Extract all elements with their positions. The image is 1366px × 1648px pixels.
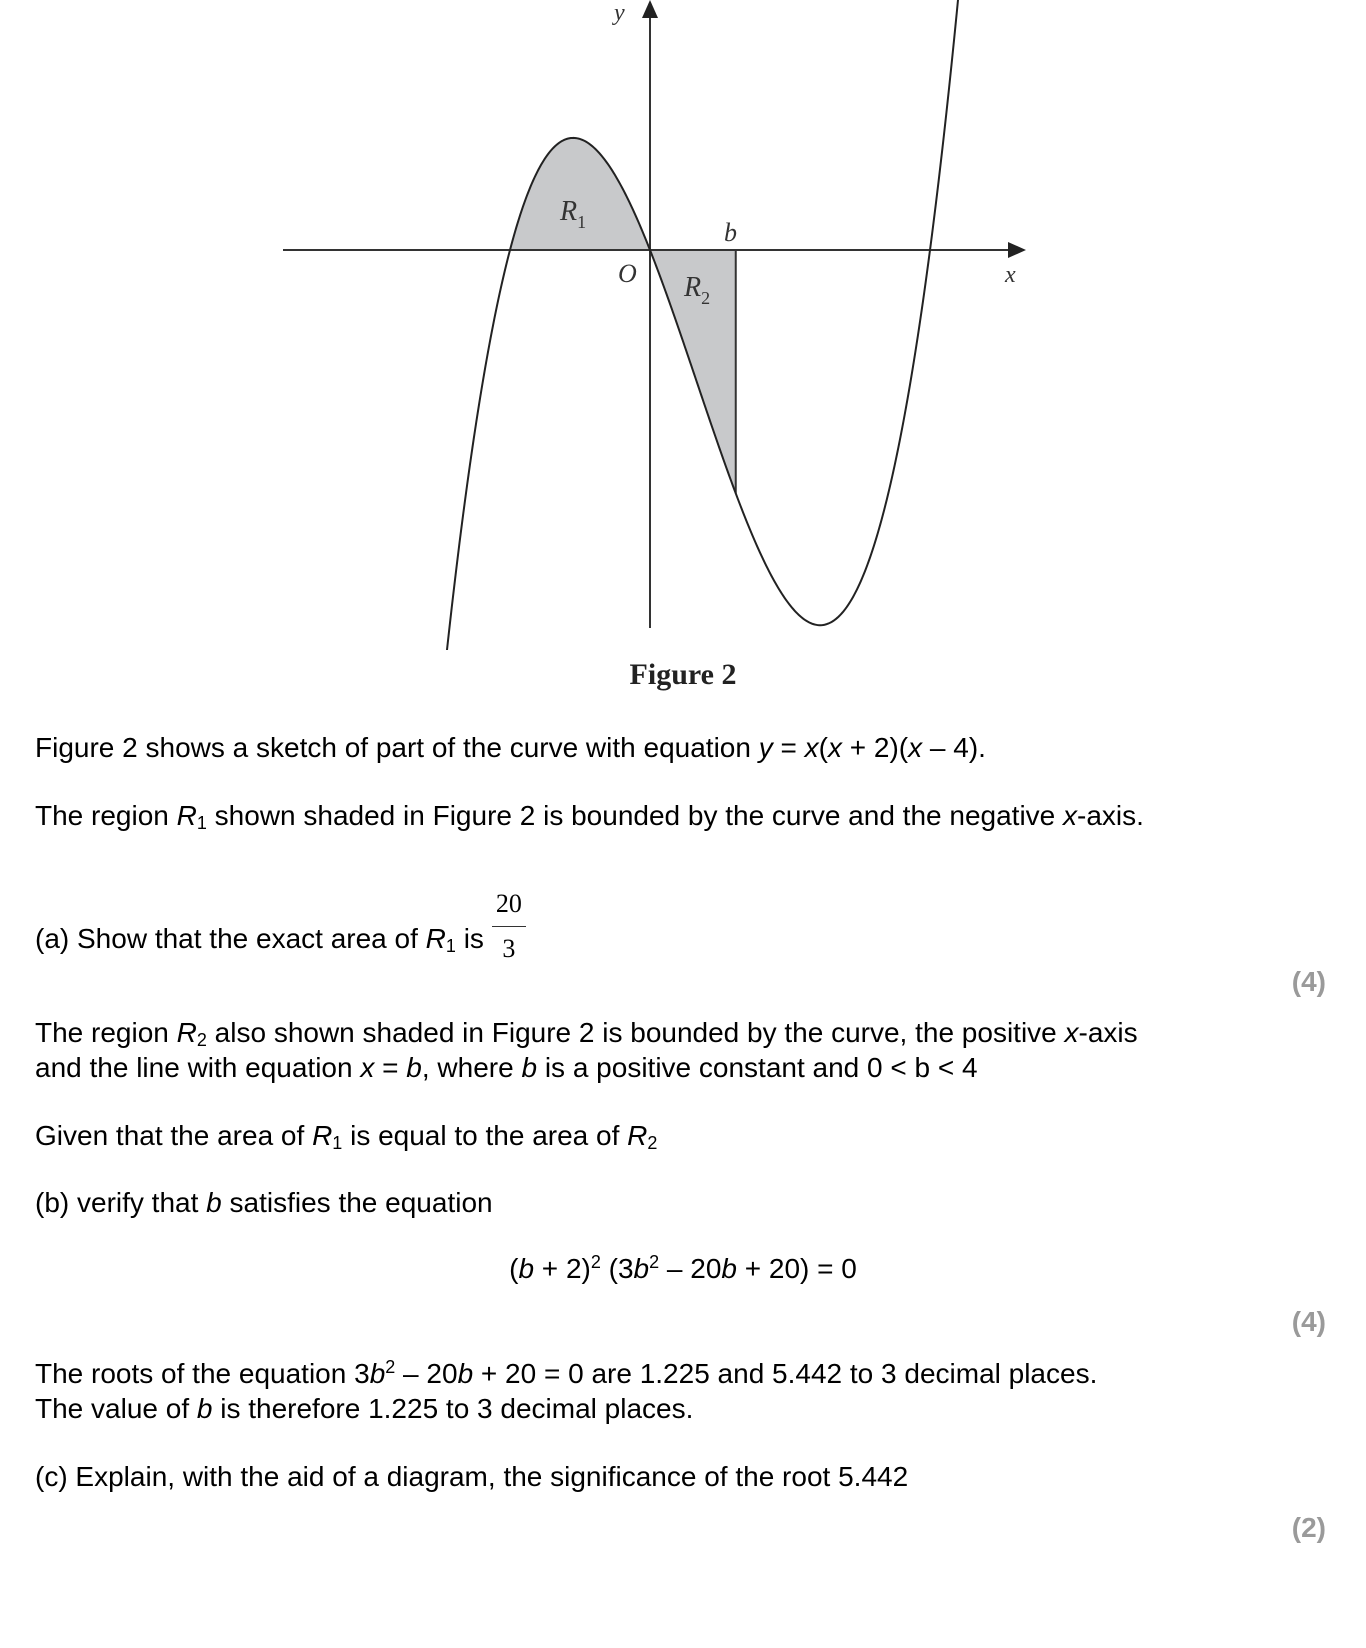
intro-text-part: = [772, 732, 805, 763]
text-part: The roots of the equation 3 [35, 1358, 370, 1389]
var-r: R [176, 800, 197, 831]
text-part: – 20 [395, 1358, 458, 1389]
var-r: R [312, 1120, 333, 1151]
b-label: b [724, 218, 737, 247]
question-c: (c) Explain, with the aid of a diagram, the significance of the root 5.442 [35, 1461, 909, 1492]
var-b: b [406, 1052, 422, 1083]
text-part: is therefore 1.225 to 3 decimal places. [212, 1393, 694, 1424]
text-part: Given that the area of [35, 1120, 313, 1151]
fraction-numerator: 20 [492, 886, 526, 927]
var-b: b [196, 1393, 213, 1424]
subscript: 2 [647, 1133, 658, 1153]
region-r2-letter: R [684, 272, 702, 303]
region-r2-description-line2 [35, 1050, 978, 1086]
text-part: + 20 = 0 are 1.225 and 5.442 to 3 decimal places. [473, 1358, 1098, 1389]
region-r2-description [35, 1015, 1138, 1051]
var-b: b [721, 1253, 737, 1284]
var-r: R [425, 922, 446, 954]
equation-b [0, 1253, 1366, 1285]
var-b: b [518, 1253, 535, 1284]
figure-caption: Figure 2 [629, 658, 737, 691]
text-part: The region [35, 800, 177, 831]
text-part: is a positive constant and 0 < b < 4 [537, 1052, 978, 1083]
text-part: also shown shaded in Figure 2 is bounded by the curve, the positive [206, 1017, 1065, 1048]
var-x: x [1063, 800, 1078, 831]
superscript: 2 [649, 1252, 660, 1272]
roots-statement [35, 1356, 1097, 1392]
intro-var-x: x [827, 732, 842, 763]
var-r: R [176, 1017, 197, 1048]
intro-text-part: Figure 2 shows a sketch of part of the curve with equation [35, 732, 759, 763]
intro-var-x: x [804, 732, 819, 763]
var-b: b [633, 1253, 650, 1284]
region-r1-letter: R [560, 196, 578, 227]
region-r2-subscript: 2 [701, 288, 711, 308]
var-x: x [360, 1052, 375, 1083]
question-b [35, 1185, 493, 1221]
subscript: 1 [445, 935, 456, 956]
fraction-denominator: 3 [502, 934, 516, 963]
intro-text [35, 730, 986, 766]
marks-part-a: (4) [1291, 966, 1326, 997]
superscript: 2 [385, 1357, 396, 1377]
subscript: 1 [196, 813, 207, 833]
y-axis-label: y [614, 0, 625, 26]
marks-part-b: (4) [1291, 1306, 1326, 1337]
region-r1-subscript: 1 [577, 212, 587, 232]
var-b: b [457, 1358, 474, 1389]
superscript: 2 [590, 1252, 601, 1272]
fraction-20-over-3 [492, 886, 526, 967]
subscript: 2 [196, 1030, 207, 1050]
var-b: b [206, 1187, 222, 1218]
origin-label: O [618, 259, 637, 288]
region-r1-description [35, 798, 1144, 834]
marks-part-c: (2) [1291, 1512, 1326, 1543]
value-statement [35, 1391, 693, 1427]
text-part: shown shaded in Figure 2 is bounded by the curve and the negative [206, 800, 1064, 831]
text-part: = [374, 1052, 407, 1083]
text-part: satisfies the equation [221, 1187, 493, 1218]
var-b: b [369, 1358, 386, 1389]
intro-text-part: ( [818, 732, 828, 763]
text-part: – 20 [659, 1253, 722, 1284]
text-part: is equal to the area of [342, 1120, 628, 1151]
question-a [35, 889, 526, 981]
text-part: + 20) = 0 [737, 1253, 857, 1284]
text-part: -axis [1078, 1017, 1138, 1048]
given-statement [35, 1118, 657, 1154]
region-r1-shading [510, 138, 650, 250]
text-part: , where [421, 1052, 522, 1083]
figure-2-graph [0, 0, 1366, 650]
text-part: (3 [600, 1253, 634, 1284]
text-part: (a) Show that the exact area of [35, 922, 426, 954]
y-axis-arrow-icon [642, 0, 658, 18]
var-r: R [627, 1120, 648, 1151]
intro-var-x: x [908, 732, 923, 763]
text-part: is [455, 922, 484, 954]
var-x: x [1064, 1017, 1079, 1048]
x-axis-arrow-icon [1008, 242, 1026, 258]
intro-text-part: + 2)( [841, 732, 909, 763]
intro-text-part: – 4). [922, 732, 986, 763]
text-part: -axis. [1077, 800, 1144, 831]
text-part: (b) verify that [35, 1187, 207, 1218]
var-b: b [521, 1052, 538, 1083]
text-part: The region [35, 1017, 177, 1048]
subscript: 1 [332, 1133, 343, 1153]
text-part: + 2) [534, 1253, 591, 1284]
x-axis-label: x [1005, 262, 1016, 288]
intro-var-y: y [758, 732, 773, 763]
text-part: and the line with equation [35, 1052, 361, 1083]
text-part: ( [509, 1253, 519, 1284]
text-part: The value of [35, 1393, 197, 1424]
